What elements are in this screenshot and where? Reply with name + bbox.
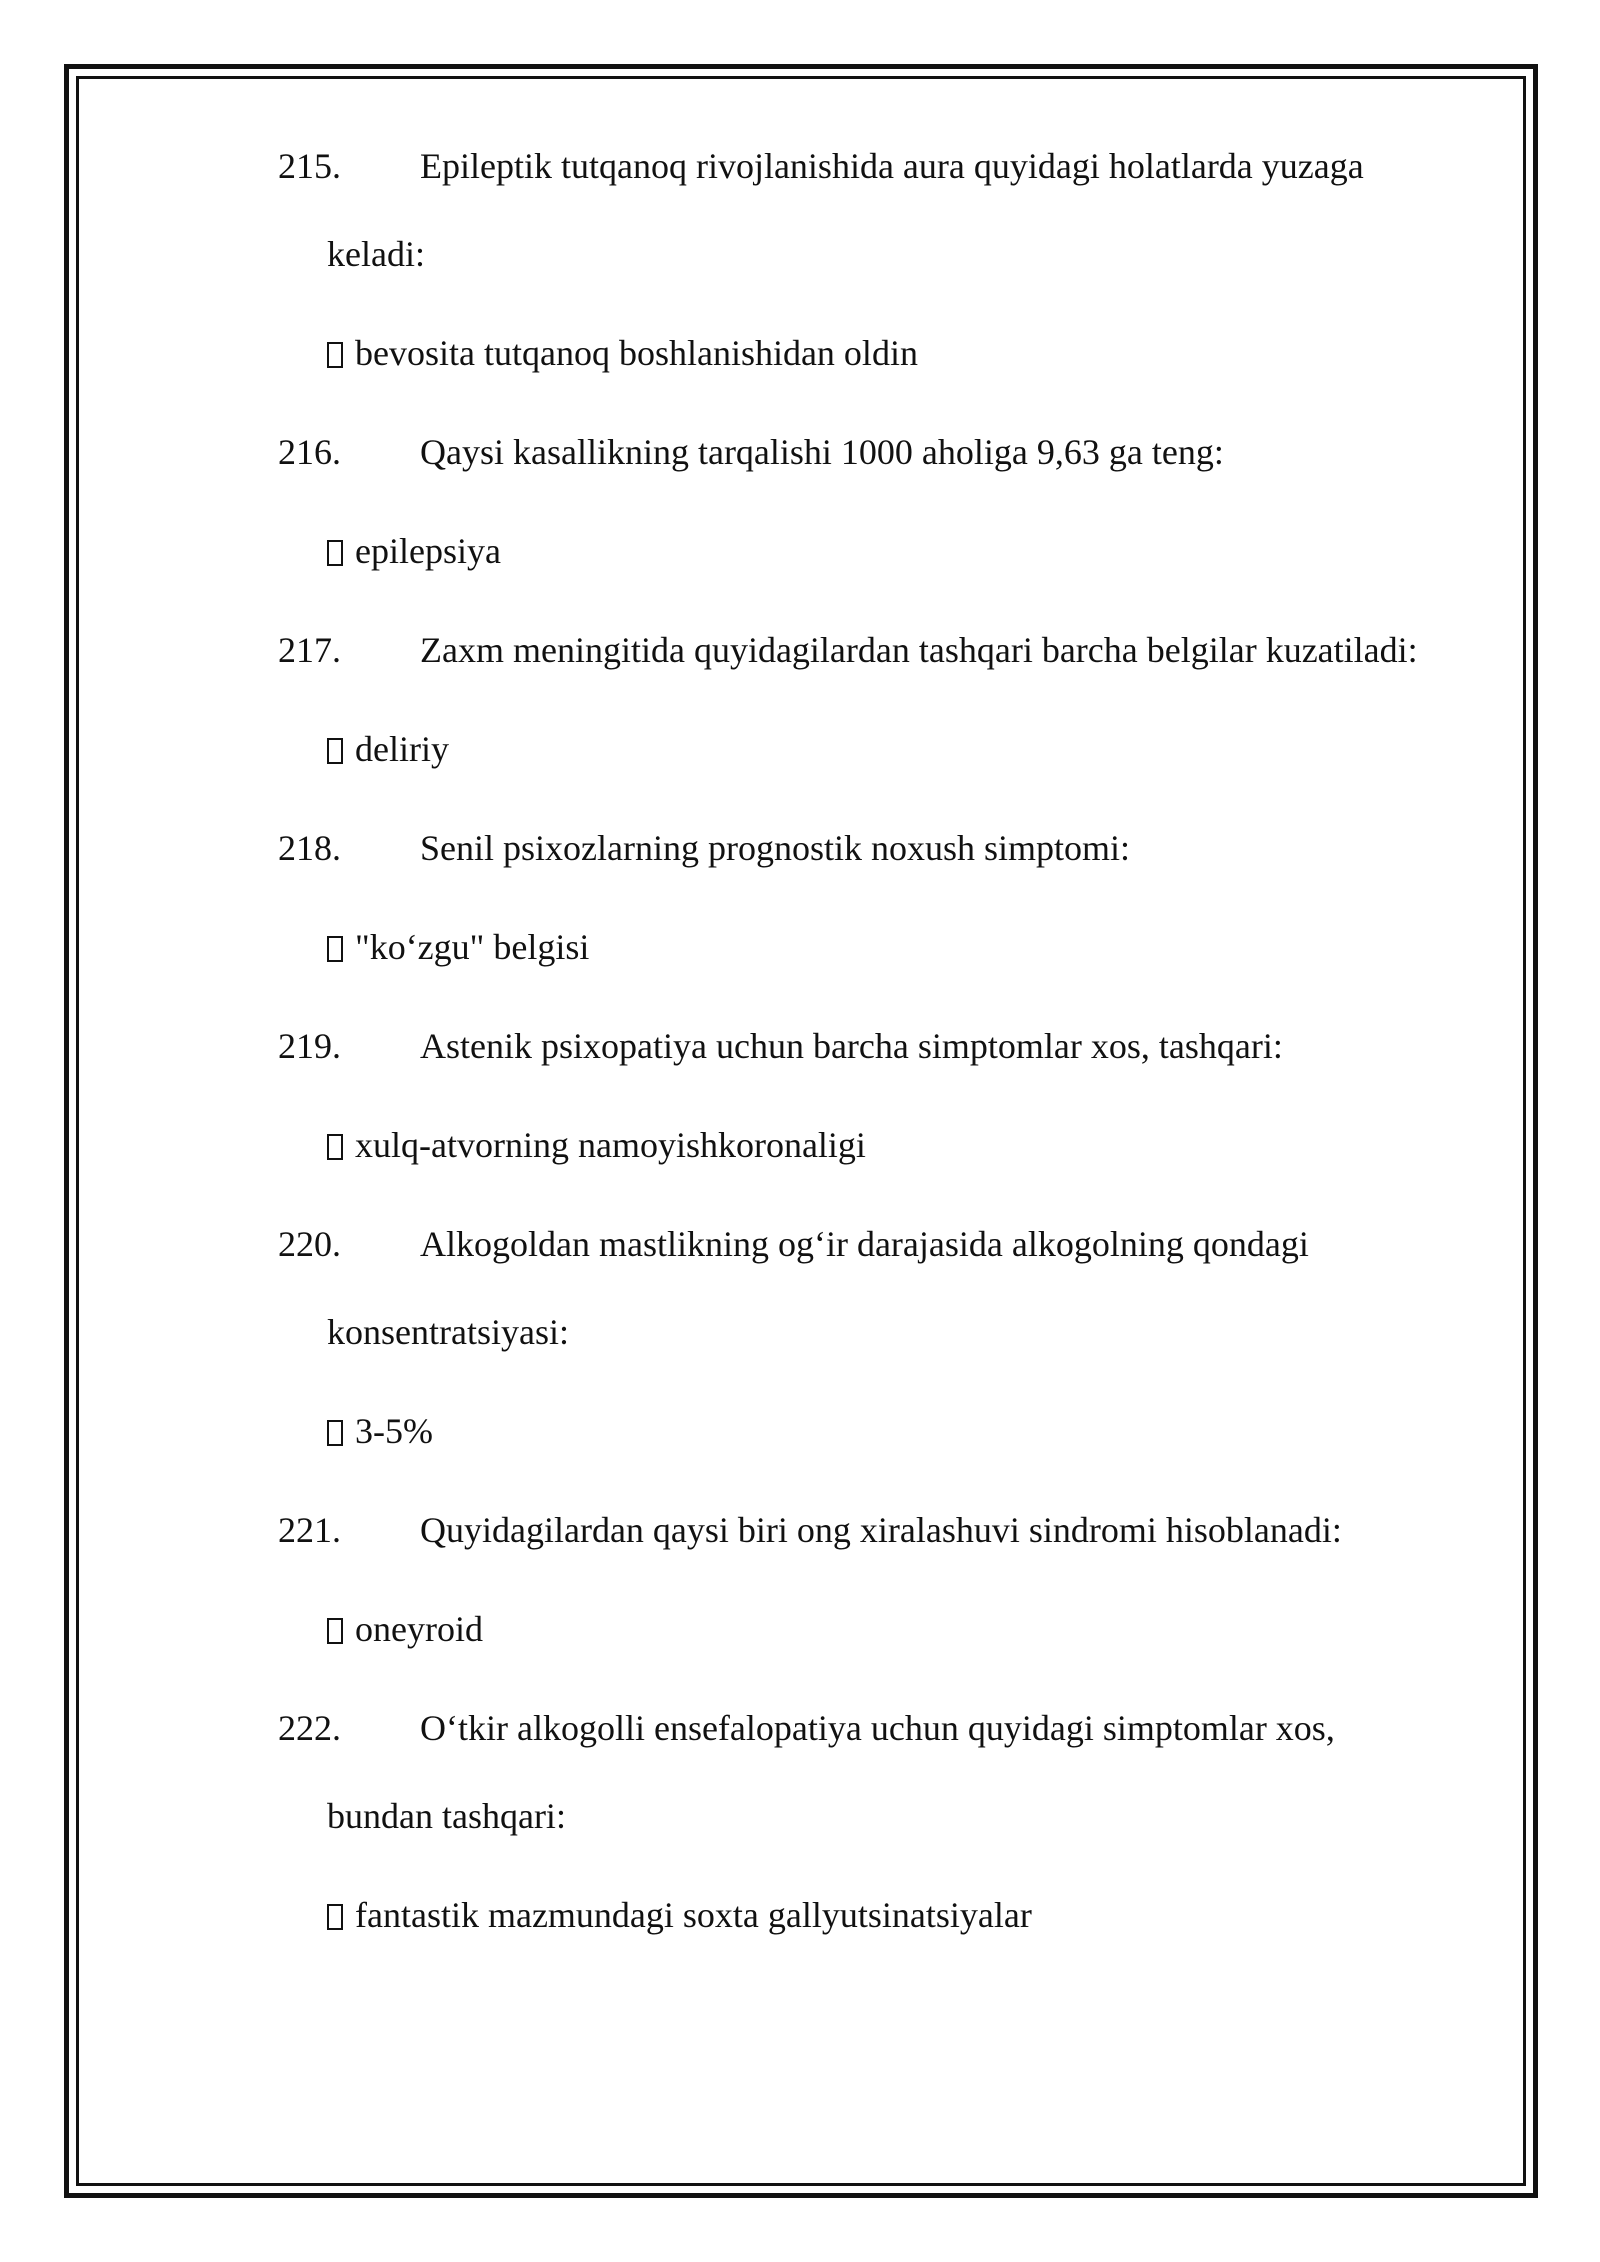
question-text-continuation: bundan tashqari: (327, 1796, 566, 1836)
question-number: 221. (278, 1510, 341, 1550)
answer-text: 3-5% (355, 1411, 433, 1451)
question-218 (278, 822, 1478, 874)
question-number: 215. (278, 146, 341, 186)
question-text: Senil psixozlarning prognostik noxush simptomi: (420, 828, 1130, 868)
answer-222 (278, 1889, 1478, 1941)
answer-box-icon (327, 342, 343, 368)
question-text: Quyidagilardan qaysi biri ong xiralashuvi sindromi hisoblanadi: (420, 1510, 1342, 1550)
answer-text: xulq-atvorning namoyishkoronaligi (355, 1125, 866, 1165)
answer-217 (278, 723, 1478, 775)
question-text-continuation: konsentratsiyasi: (327, 1312, 569, 1352)
question-number: 222. (278, 1708, 341, 1748)
answer-box-icon (327, 1134, 343, 1160)
question-number: 220. (278, 1224, 341, 1264)
answer-text: bevosita tutqanoq boshlanishidan oldin (355, 333, 918, 373)
answer-text: fantastik mazmundagi soxta gallyutsinatsiyalar (355, 1895, 1032, 1935)
question-220 (278, 1218, 1478, 1270)
question-text: Zaxm meningitida quyidagilardan tashqari barcha belgilar kuzatiladi: (420, 630, 1418, 670)
question-list (278, 140, 1478, 1941)
question-text: Astenik psixopatiya uchun barcha simptomlar xos, tashqari: (420, 1026, 1283, 1066)
answer-text: "ko‘zgu" belgisi (355, 927, 590, 967)
question-number: 217. (278, 630, 341, 670)
answer-215 (278, 327, 1478, 379)
question-text: Qaysi kasallikning tarqalishi 1000 aholiga 9,63 ga teng: (420, 432, 1224, 472)
answer-box-icon (327, 1904, 343, 1930)
answer-text: epilepsiya (355, 531, 501, 571)
question-text-continuation: keladi: (327, 234, 425, 274)
question-217 (278, 624, 1478, 676)
answer-box-icon (327, 936, 343, 962)
answer-box-icon (327, 1420, 343, 1446)
answer-218 (278, 921, 1478, 973)
answer-221 (278, 1603, 1478, 1655)
question-number: 218. (278, 828, 341, 868)
answer-text: oneyroid (355, 1609, 483, 1649)
question-221 (278, 1504, 1478, 1556)
question-216 (278, 426, 1478, 478)
question-text: Epileptik tutqanoq rivojlanishida aura quyidagi holatlarda yuzaga (420, 146, 1364, 186)
answer-text: deliriy (355, 729, 449, 769)
question-215 (278, 140, 1478, 192)
answer-box-icon (327, 540, 343, 566)
answer-216 (278, 525, 1478, 577)
question-text: Alkogoldan mastlikning og‘ir darajasida alkogolning qondagi (420, 1224, 1309, 1264)
answer-220 (278, 1405, 1478, 1457)
answer-box-icon (327, 1618, 343, 1644)
question-number: 219. (278, 1026, 341, 1066)
question-222 (278, 1702, 1478, 1754)
question-219 (278, 1020, 1478, 1072)
answer-219 (278, 1119, 1478, 1171)
answer-box-icon (327, 738, 343, 764)
question-text: O‘tkir alkogolli ensefalopatiya uchun quyidagi simptomlar xos, (420, 1708, 1335, 1748)
question-number: 216. (278, 432, 341, 472)
